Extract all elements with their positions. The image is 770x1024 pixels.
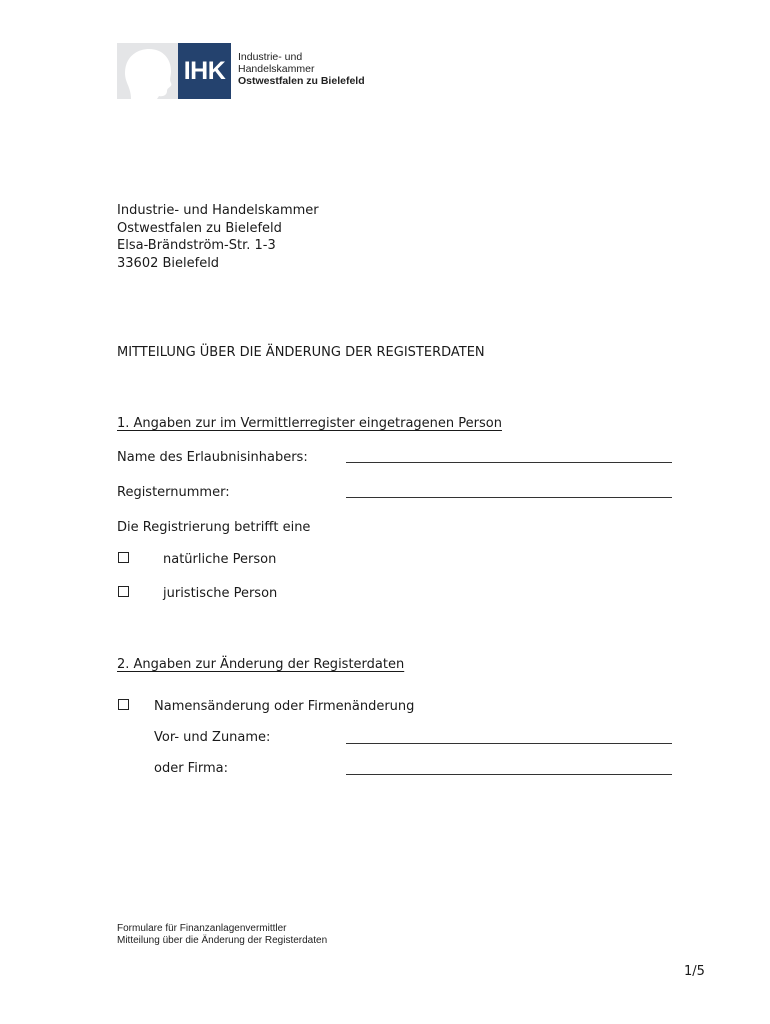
- legal-person-checkbox[interactable]: [118, 586, 129, 597]
- natural-person-checkbox[interactable]: [118, 552, 129, 563]
- ihk-logo: [117, 43, 377, 99]
- name-label: Name des Erlaubnisinhabers:: [117, 450, 308, 465]
- page-number: 1/5: [684, 964, 705, 979]
- address-line: Elsa-Brändström-Str. 1-3: [117, 238, 276, 253]
- footer-line2: Mitteilung über die Änderung der Registerdaten: [117, 934, 328, 946]
- name-input-line[interactable]: [346, 462, 672, 463]
- logo-name-line2: Ostwestfalen zu Bielefeld: [238, 75, 365, 87]
- address-line: Industrie- und Handelskammer: [117, 203, 319, 218]
- logo-name: [238, 51, 377, 87]
- section1-heading: 1. Angaben zur im Vermittlerregister eingetragenen Person: [117, 416, 502, 431]
- name-change-label: Namensänderung oder Firmenänderung: [154, 699, 415, 714]
- fullname-input-line[interactable]: [346, 743, 672, 744]
- address-line: Ostwestfalen zu Bielefeld: [117, 220, 282, 236]
- section2-heading: 2. Angaben zur Änderung der Registerdaten: [117, 657, 405, 672]
- registration-label: Die Registrierung betrifft eine: [117, 520, 311, 535]
- form-title: MITTEILUNG ÜBER DIE ÄNDERUNG DER REGISTERDATEN: [117, 345, 485, 360]
- name-change-checkbox[interactable]: [118, 699, 129, 710]
- regnr-label: Registernummer:: [117, 485, 230, 500]
- fullname-label: Vor- und Zuname:: [154, 730, 271, 745]
- firm-label: oder Firma:: [154, 761, 228, 776]
- head-silhouette-icon: [117, 43, 178, 99]
- recipient-address: [117, 202, 319, 272]
- firm-input-line[interactable]: [346, 774, 672, 775]
- logo-name-line1: Industrie- und Handelskammer: [238, 51, 315, 75]
- address-line: 33602 Bielefeld: [117, 255, 220, 271]
- regnr-input-line[interactable]: [346, 497, 672, 498]
- page-footer: [117, 923, 327, 946]
- legal-person-label: juristische Person: [163, 586, 278, 601]
- logo-acronym: IHK: [178, 43, 231, 99]
- footer-line1: Formulare für Finanzanlagenvermittler: [117, 923, 287, 934]
- natural-person-label: natürliche Person: [163, 552, 277, 567]
